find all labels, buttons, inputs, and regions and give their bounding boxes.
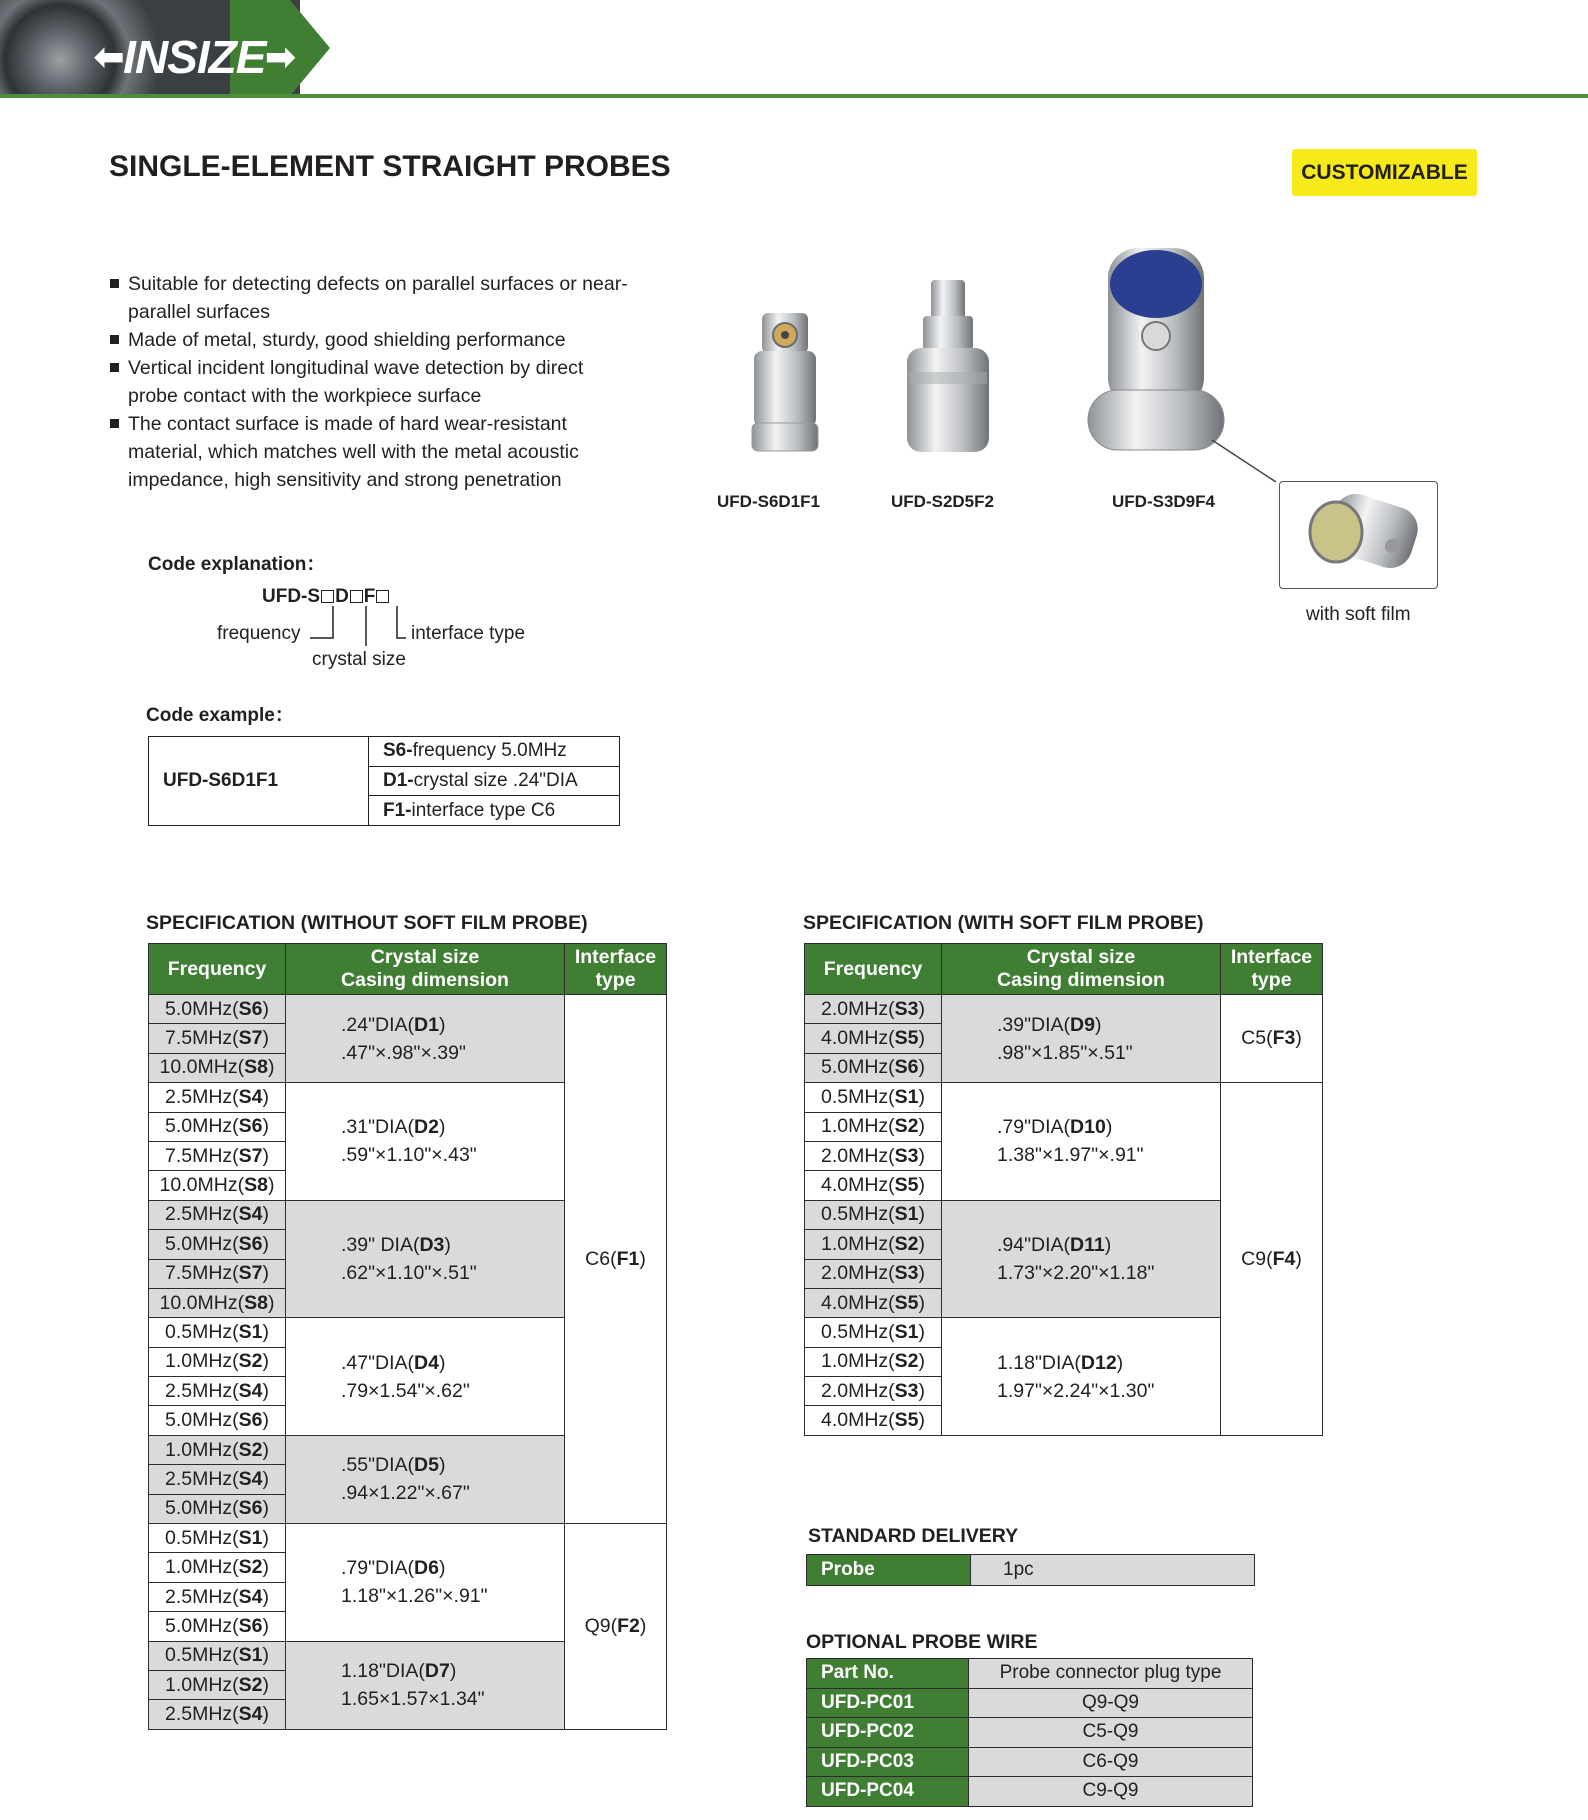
- frequency-cell: 0.5MHz(S1): [149, 1318, 286, 1347]
- frequency-cell: 4.0MHz(S5): [805, 1171, 942, 1200]
- frequency-cell: 4.0MHz(S5): [805, 1288, 942, 1317]
- frequency-cell: 5.0MHz(S6): [149, 1112, 286, 1141]
- interface-cell: C5(F3): [1221, 995, 1323, 1083]
- crystal-casing-cell: .39"DIA(D9) .98"×1.85"×.51": [942, 995, 1221, 1083]
- feature-item: Vertical incident longitudinal wave detection by direct probe contact with the workpiece surface: [110, 354, 630, 410]
- code-letter: S5: [894, 1174, 919, 1197]
- spec-without-table: [148, 943, 667, 1730]
- frequency-cell: 2.5MHz(S4): [149, 1377, 286, 1406]
- code-letter: D4: [414, 1351, 439, 1374]
- frequency-cell: 1.0MHz(S2): [805, 1347, 942, 1376]
- frequency-cell: 5.0MHz(S6): [149, 1612, 286, 1641]
- wire-header-plug: Probe connector plug type: [969, 1659, 1253, 1689]
- spec-without-heading: SPECIFICATION (WITHOUT SOFT FILM PROBE): [146, 912, 588, 934]
- spec-with-heading: SPECIFICATION (WITH SOFT FILM PROBE): [803, 912, 1204, 934]
- crystal-casing-cell: .31"DIA(D2) .59"×1.10"×.43": [286, 1083, 565, 1201]
- wire-plug: Q9-Q9: [969, 1688, 1253, 1718]
- value-text: C9: [1241, 1247, 1267, 1270]
- value-text: 1.65×1.57×1.34": [341, 1688, 485, 1711]
- probe-image-s3d9f4: [1080, 240, 1230, 468]
- code-letter: D6: [414, 1557, 439, 1580]
- value-text: 0.5MHz: [820, 1203, 889, 1226]
- delivery-item-value: 1pc: [971, 1555, 1255, 1586]
- frequency-cell: 5.0MHz(S6): [149, 995, 286, 1024]
- feature-item: The contact surface is made of hard wear-resistant material, which matches well with the metal acoustic impedance, high sensitivity and strong penetration: [110, 410, 630, 494]
- code-letter: S2: [894, 1232, 919, 1255]
- value-text: 2.0MHz: [820, 1262, 889, 1285]
- header-crystal: [942, 944, 1221, 995]
- soft-film-label: with soft film: [1306, 604, 1411, 625]
- value-text: 2.5MHz: [164, 1085, 233, 1108]
- crystal-casing-cell: .55"DIA(D5) .94×1.22"×.67": [286, 1435, 565, 1523]
- crystal-casing-cell: .47"DIA(D4) .79×1.54"×.62": [286, 1318, 565, 1436]
- code-letter: S6: [238, 997, 263, 1020]
- frequency-cell: 1.0MHz(S2): [805, 1230, 942, 1259]
- frequency-cell: 2.0MHz(S3): [805, 1377, 942, 1406]
- code-letter: S2: [894, 1350, 919, 1373]
- insize-logo: ⬅INSIZE➡: [94, 31, 295, 83]
- value-text: Casing dimension: [997, 969, 1165, 991]
- value-text: .31"DIA: [341, 1116, 408, 1139]
- code-letter: S3: [894, 997, 919, 1020]
- soft-film-image: [1279, 481, 1438, 589]
- value-text: 1.0MHz: [820, 1115, 889, 1138]
- code-letter: S3: [894, 1262, 919, 1285]
- value-text: 1.18"×1.26"×.91": [341, 1585, 488, 1608]
- value-text: 0.5MHz: [164, 1644, 233, 1667]
- value-text: 7.5MHz: [164, 1027, 233, 1050]
- header-frequency: [149, 944, 286, 995]
- feature-item: Suitable for detecting defects on parallel surfaces or near-parallel surfaces: [110, 270, 630, 326]
- value-text: 1.0MHz: [820, 1232, 889, 1255]
- code-letter: F2: [617, 1614, 640, 1637]
- code-letter: S6: [238, 1409, 263, 1432]
- probe-image-s6d1f1: [740, 305, 830, 465]
- crystal-casing-cell: .24"DIA(D1) .47"×.98"×.39": [286, 995, 565, 1083]
- frequency-cell: 10.0MHz(S8): [149, 1053, 286, 1082]
- value-text: 4.0MHz: [820, 1027, 889, 1050]
- optional-wire-table: [806, 1658, 1253, 1807]
- value-text: 0.5MHz: [164, 1320, 233, 1343]
- frequency-cell: 0.5MHz(S1): [805, 1318, 942, 1347]
- frequency-cell: 2.0MHz(S3): [805, 995, 942, 1024]
- value-text: .62"×1.10"×.51": [341, 1262, 477, 1285]
- code-letter: S2: [238, 1438, 263, 1461]
- value-text: 2.5MHz: [164, 1203, 233, 1226]
- value-text: .39"DIA: [997, 1013, 1064, 1036]
- code-letter: F4: [1272, 1247, 1296, 1270]
- frequency-cell: 4.0MHz(S5): [805, 1406, 942, 1435]
- value-text: .94"DIA: [997, 1234, 1064, 1257]
- code-letter: S6: [238, 1232, 263, 1255]
- code-letter: S1: [238, 1644, 263, 1667]
- wire-part: UFD-PC02: [807, 1718, 969, 1748]
- crystal-casing-cell: 1.18"DIA(D7) 1.65×1.57×1.34": [286, 1641, 565, 1729]
- code-letter: S5: [894, 1027, 919, 1050]
- crystal-casing-cell: .39" DIA(D3) .62"×1.10"×.51": [286, 1200, 565, 1318]
- code-letter: D12: [1080, 1351, 1117, 1374]
- frequency-cell: 5.0MHz(S6): [149, 1406, 286, 1435]
- frequency-cell: 2.5MHz(S4): [149, 1582, 286, 1611]
- value-text: 1.97"×2.24"×1.30": [997, 1379, 1155, 1402]
- code-letter: D10: [1070, 1116, 1106, 1139]
- code-letter: S5: [894, 1291, 919, 1314]
- code-letter: S5: [894, 1409, 919, 1432]
- frequency-cell: 0.5MHz(S1): [805, 1200, 942, 1229]
- page-title: SINGLE-ELEMENT STRAIGHT PROBES: [109, 150, 671, 183]
- frequency-cell: 5.0MHz(S6): [149, 1494, 286, 1523]
- value-text: Casing dimension: [341, 969, 509, 991]
- code-letter: F3: [1272, 1027, 1296, 1050]
- frequency-cell: 2.0MHz(S3): [805, 1259, 942, 1288]
- value-text: 5.0MHz: [164, 1115, 233, 1138]
- wire-part: UFD-PC04: [807, 1777, 969, 1807]
- frequency-cell: 2.5MHz(S4): [149, 1083, 286, 1112]
- product-label: UFD-S2D5F2: [891, 492, 994, 511]
- value-text: 0.5MHz: [820, 1320, 889, 1343]
- value-text: Interface: [574, 946, 657, 968]
- value-text: 0.5MHz: [164, 1526, 233, 1549]
- code-letter: S3: [894, 1379, 919, 1402]
- value-text: 5.0MHz: [164, 1232, 233, 1255]
- code-letter: D1: [414, 1013, 439, 1036]
- value-text: 1.18"DIA: [341, 1660, 419, 1683]
- frequency-cell: 5.0MHz(S6): [805, 1053, 942, 1082]
- value-text: 2.0MHz: [820, 1379, 889, 1402]
- value-text: 1.38"×1.97"×.91": [997, 1144, 1144, 1167]
- value-text: 7.5MHz: [164, 1144, 233, 1167]
- code-letter: S2: [894, 1115, 919, 1138]
- code-letter: S4: [238, 1467, 263, 1490]
- value-text: 4.0MHz: [820, 1409, 889, 1432]
- code-leader-lines: [300, 604, 410, 646]
- value-text: Frequency: [167, 957, 267, 980]
- frequency-cell: 7.5MHz(S7): [149, 1024, 286, 1053]
- header-interface: [1221, 944, 1323, 995]
- code-letter: S6: [238, 1497, 263, 1520]
- header-frequency: [805, 944, 942, 995]
- frequency-cell: 2.5MHz(S4): [149, 1465, 286, 1494]
- code-letter: D7: [424, 1660, 450, 1683]
- frequency-cell: 1.0MHz(S2): [805, 1112, 942, 1141]
- code-model: UFD-S D F: [262, 586, 390, 608]
- value-text: 2.0MHz: [820, 1144, 889, 1167]
- header-rule: [0, 94, 1588, 98]
- code-letter: S1: [238, 1526, 263, 1549]
- code-letter: S3: [894, 1144, 919, 1167]
- code-letter: S2: [238, 1673, 263, 1696]
- value-text: .79"DIA: [341, 1557, 408, 1580]
- code-letter: S1: [894, 1320, 919, 1343]
- value-text: 2.5MHz: [164, 1703, 233, 1726]
- value-text: Interface: [1230, 946, 1313, 968]
- value-text: 2.0MHz: [820, 997, 889, 1020]
- code-letter: S6: [894, 1056, 919, 1079]
- code-letter: D3: [419, 1234, 445, 1257]
- value-text: 1.0MHz: [820, 1350, 889, 1373]
- spec-header-row: [149, 944, 667, 995]
- value-text: 1.0MHz: [164, 1556, 233, 1579]
- code-letter: S1: [238, 1320, 263, 1343]
- header-crystal: [286, 944, 565, 995]
- value-text: 5.0MHz: [164, 997, 233, 1020]
- code-letter: D2: [414, 1116, 439, 1139]
- interface-type-label: interface type: [411, 623, 526, 644]
- code-example-table: [148, 736, 620, 826]
- spec-with-table: [804, 943, 1323, 1436]
- code-letter: S1: [894, 1203, 919, 1226]
- code-letter: S1: [894, 1085, 919, 1108]
- code-example-heading: Code example：: [146, 705, 294, 726]
- interface-cell: Q9(F2): [565, 1524, 667, 1730]
- example-row: F1-interface type C6: [369, 796, 620, 826]
- value-text: 2.5MHz: [164, 1585, 233, 1608]
- value-text: Frequency: [823, 957, 923, 980]
- frequency-cell: 7.5MHz(S7): [149, 1141, 286, 1170]
- crystal-casing-cell: .79"DIA(D10) 1.38"×1.97"×.91": [942, 1083, 1221, 1201]
- wire-plug: C6-Q9: [969, 1747, 1253, 1777]
- callout-line: [1210, 438, 1290, 488]
- frequency-cell: 2.0MHz(S3): [805, 1141, 942, 1170]
- value-text: 2.5MHz: [164, 1467, 233, 1490]
- frequency-cell: 2.5MHz(S4): [149, 1200, 286, 1229]
- code-letter: S4: [238, 1585, 263, 1608]
- header-interface: [565, 944, 667, 995]
- code-explanation-heading: Code explanation：: [148, 554, 326, 575]
- value-text: .47"×.98"×.39": [341, 1041, 466, 1064]
- value-text: 4.0MHz: [820, 1291, 889, 1314]
- value-text: .59"×1.10"×.43": [341, 1144, 477, 1167]
- crystal-size-label: crystal size: [312, 649, 406, 670]
- frequency-cell: 0.5MHz(S1): [149, 1641, 286, 1670]
- value-text: Crystal size: [1026, 946, 1136, 968]
- value-text: .94×1.22"×.67": [341, 1482, 470, 1505]
- crystal-casing-cell: .94"DIA(D11) 1.73"×2.20"×1.18": [942, 1200, 1221, 1318]
- value-text: .98"×1.85"×.51": [997, 1041, 1133, 1064]
- spec-row: [805, 1083, 1323, 1112]
- value-text: 5.0MHz: [164, 1614, 233, 1637]
- frequency-cell: 10.0MHz(S8): [149, 1171, 286, 1200]
- frequency-cell: 0.5MHz(S1): [149, 1524, 286, 1553]
- code-letter: S4: [238, 1703, 263, 1726]
- frequency-cell: 4.0MHz(S5): [805, 1024, 942, 1053]
- product-label: UFD-S3D9F4: [1112, 492, 1215, 511]
- spec-row: [149, 995, 667, 1024]
- wire-part: UFD-PC03: [807, 1747, 969, 1777]
- frequency-cell: 0.5MHz(S1): [805, 1083, 942, 1112]
- wire-plug: C9-Q9: [969, 1777, 1253, 1807]
- code-letter: S2: [238, 1350, 263, 1373]
- frequency-cell: 10.0MHz(S8): [149, 1288, 286, 1317]
- frequency-cell: 2.5MHz(S4): [149, 1700, 286, 1729]
- optional-wire-heading: OPTIONAL PROBE WIRE: [806, 1631, 1038, 1653]
- value-text: Q9: [584, 1614, 611, 1637]
- frequency-label: frequency: [217, 623, 301, 644]
- spec-row: [805, 995, 1323, 1024]
- product-label: UFD-S6D1F1: [717, 492, 820, 511]
- value-text: .47"DIA: [341, 1351, 408, 1374]
- interface-cell: C9(F4): [1221, 1083, 1323, 1436]
- code-letter: S7: [238, 1144, 263, 1167]
- code-letter: F1: [616, 1247, 640, 1270]
- code-letter: D5: [414, 1454, 439, 1477]
- value-text: 1.0MHz: [164, 1438, 233, 1461]
- value-text: .24"DIA: [341, 1013, 408, 1036]
- value-text: .39" DIA: [341, 1234, 413, 1257]
- code-letter: S4: [238, 1379, 263, 1402]
- frequency-cell: 5.0MHz(S6): [149, 1230, 286, 1259]
- code-letter: D9: [1070, 1013, 1095, 1036]
- value-text: 5.0MHz: [164, 1497, 233, 1520]
- value-text: .79"DIA: [997, 1116, 1064, 1139]
- delivery-item-label: Probe: [807, 1555, 971, 1586]
- standard-delivery-heading: STANDARD DELIVERY: [808, 1525, 1019, 1547]
- code-letter: S8: [244, 1291, 268, 1314]
- wire-part: UFD-PC01: [807, 1688, 969, 1718]
- value-text: Crystal size: [370, 946, 480, 968]
- code-letter: S7: [238, 1027, 263, 1050]
- example-row: D1-crystal size .24"DIA: [369, 766, 620, 796]
- crystal-casing-cell: .79"DIA(D6) 1.18"×1.26"×.91": [286, 1524, 565, 1642]
- value-text: 1.0MHz: [164, 1350, 233, 1373]
- value-text: 4.0MHz: [820, 1174, 889, 1197]
- spec-row: [149, 1524, 667, 1553]
- feature-item: Made of metal, sturdy, good shielding performance: [110, 326, 630, 354]
- customizable-badge: CUSTOMIZABLE: [1292, 149, 1477, 196]
- code-letter: D11: [1070, 1234, 1105, 1257]
- spec-header-row: [805, 944, 1323, 995]
- code-letter: S6: [238, 1614, 263, 1637]
- value-text: 1.0MHz: [164, 1673, 233, 1696]
- crystal-casing-cell: 1.18"DIA(D12) 1.97"×2.24"×1.30": [942, 1318, 1221, 1436]
- value-text: type: [595, 969, 636, 991]
- example-model: UFD-S6D1F1: [149, 737, 369, 826]
- value-text: 2.5MHz: [164, 1379, 233, 1402]
- value-text: 10.0MHz: [159, 1291, 238, 1314]
- code-letter: S8: [244, 1174, 268, 1197]
- value-text: 5.0MHz: [820, 1056, 889, 1079]
- code-letter: S2: [238, 1556, 263, 1579]
- value-text: 1.73"×2.20"×1.18": [997, 1262, 1155, 1285]
- value-text: type: [1251, 969, 1292, 991]
- interface-cell: C6(F1): [565, 995, 667, 1524]
- frequency-cell: 1.0MHz(S2): [149, 1670, 286, 1699]
- wire-plug: C5-Q9: [969, 1718, 1253, 1748]
- frequency-cell: 7.5MHz(S7): [149, 1259, 286, 1288]
- frequency-cell: 1.0MHz(S2): [149, 1553, 286, 1582]
- value-text: 5.0MHz: [164, 1409, 233, 1432]
- standard-delivery-table: [806, 1554, 1255, 1586]
- value-text: .79×1.54"×.62": [341, 1379, 470, 1402]
- example-row: S6-frequency 5.0MHz: [369, 737, 620, 767]
- value-text: 7.5MHz: [164, 1262, 233, 1285]
- feature-list: [110, 270, 630, 494]
- code-letter: S4: [238, 1085, 263, 1108]
- value-text: .55"DIA: [341, 1454, 408, 1477]
- probe-image-s2d5f2: [893, 272, 1003, 467]
- wire-header-part: Part No.: [807, 1659, 969, 1689]
- frequency-cell: 1.0MHz(S2): [149, 1347, 286, 1376]
- page-header: [0, 0, 1588, 98]
- value-text: C5: [1241, 1027, 1267, 1050]
- value-text: 0.5MHz: [820, 1085, 889, 1108]
- code-letter: S7: [238, 1262, 263, 1285]
- value-text: 10.0MHz: [159, 1056, 238, 1079]
- code-letter: S8: [244, 1056, 268, 1079]
- frequency-cell: 1.0MHz(S2): [149, 1435, 286, 1464]
- value-text: C6: [585, 1247, 611, 1270]
- code-letter: S4: [238, 1203, 263, 1226]
- value-text: 1.18"DIA: [997, 1351, 1075, 1374]
- value-text: 10.0MHz: [159, 1174, 238, 1197]
- code-letter: S6: [238, 1115, 263, 1138]
